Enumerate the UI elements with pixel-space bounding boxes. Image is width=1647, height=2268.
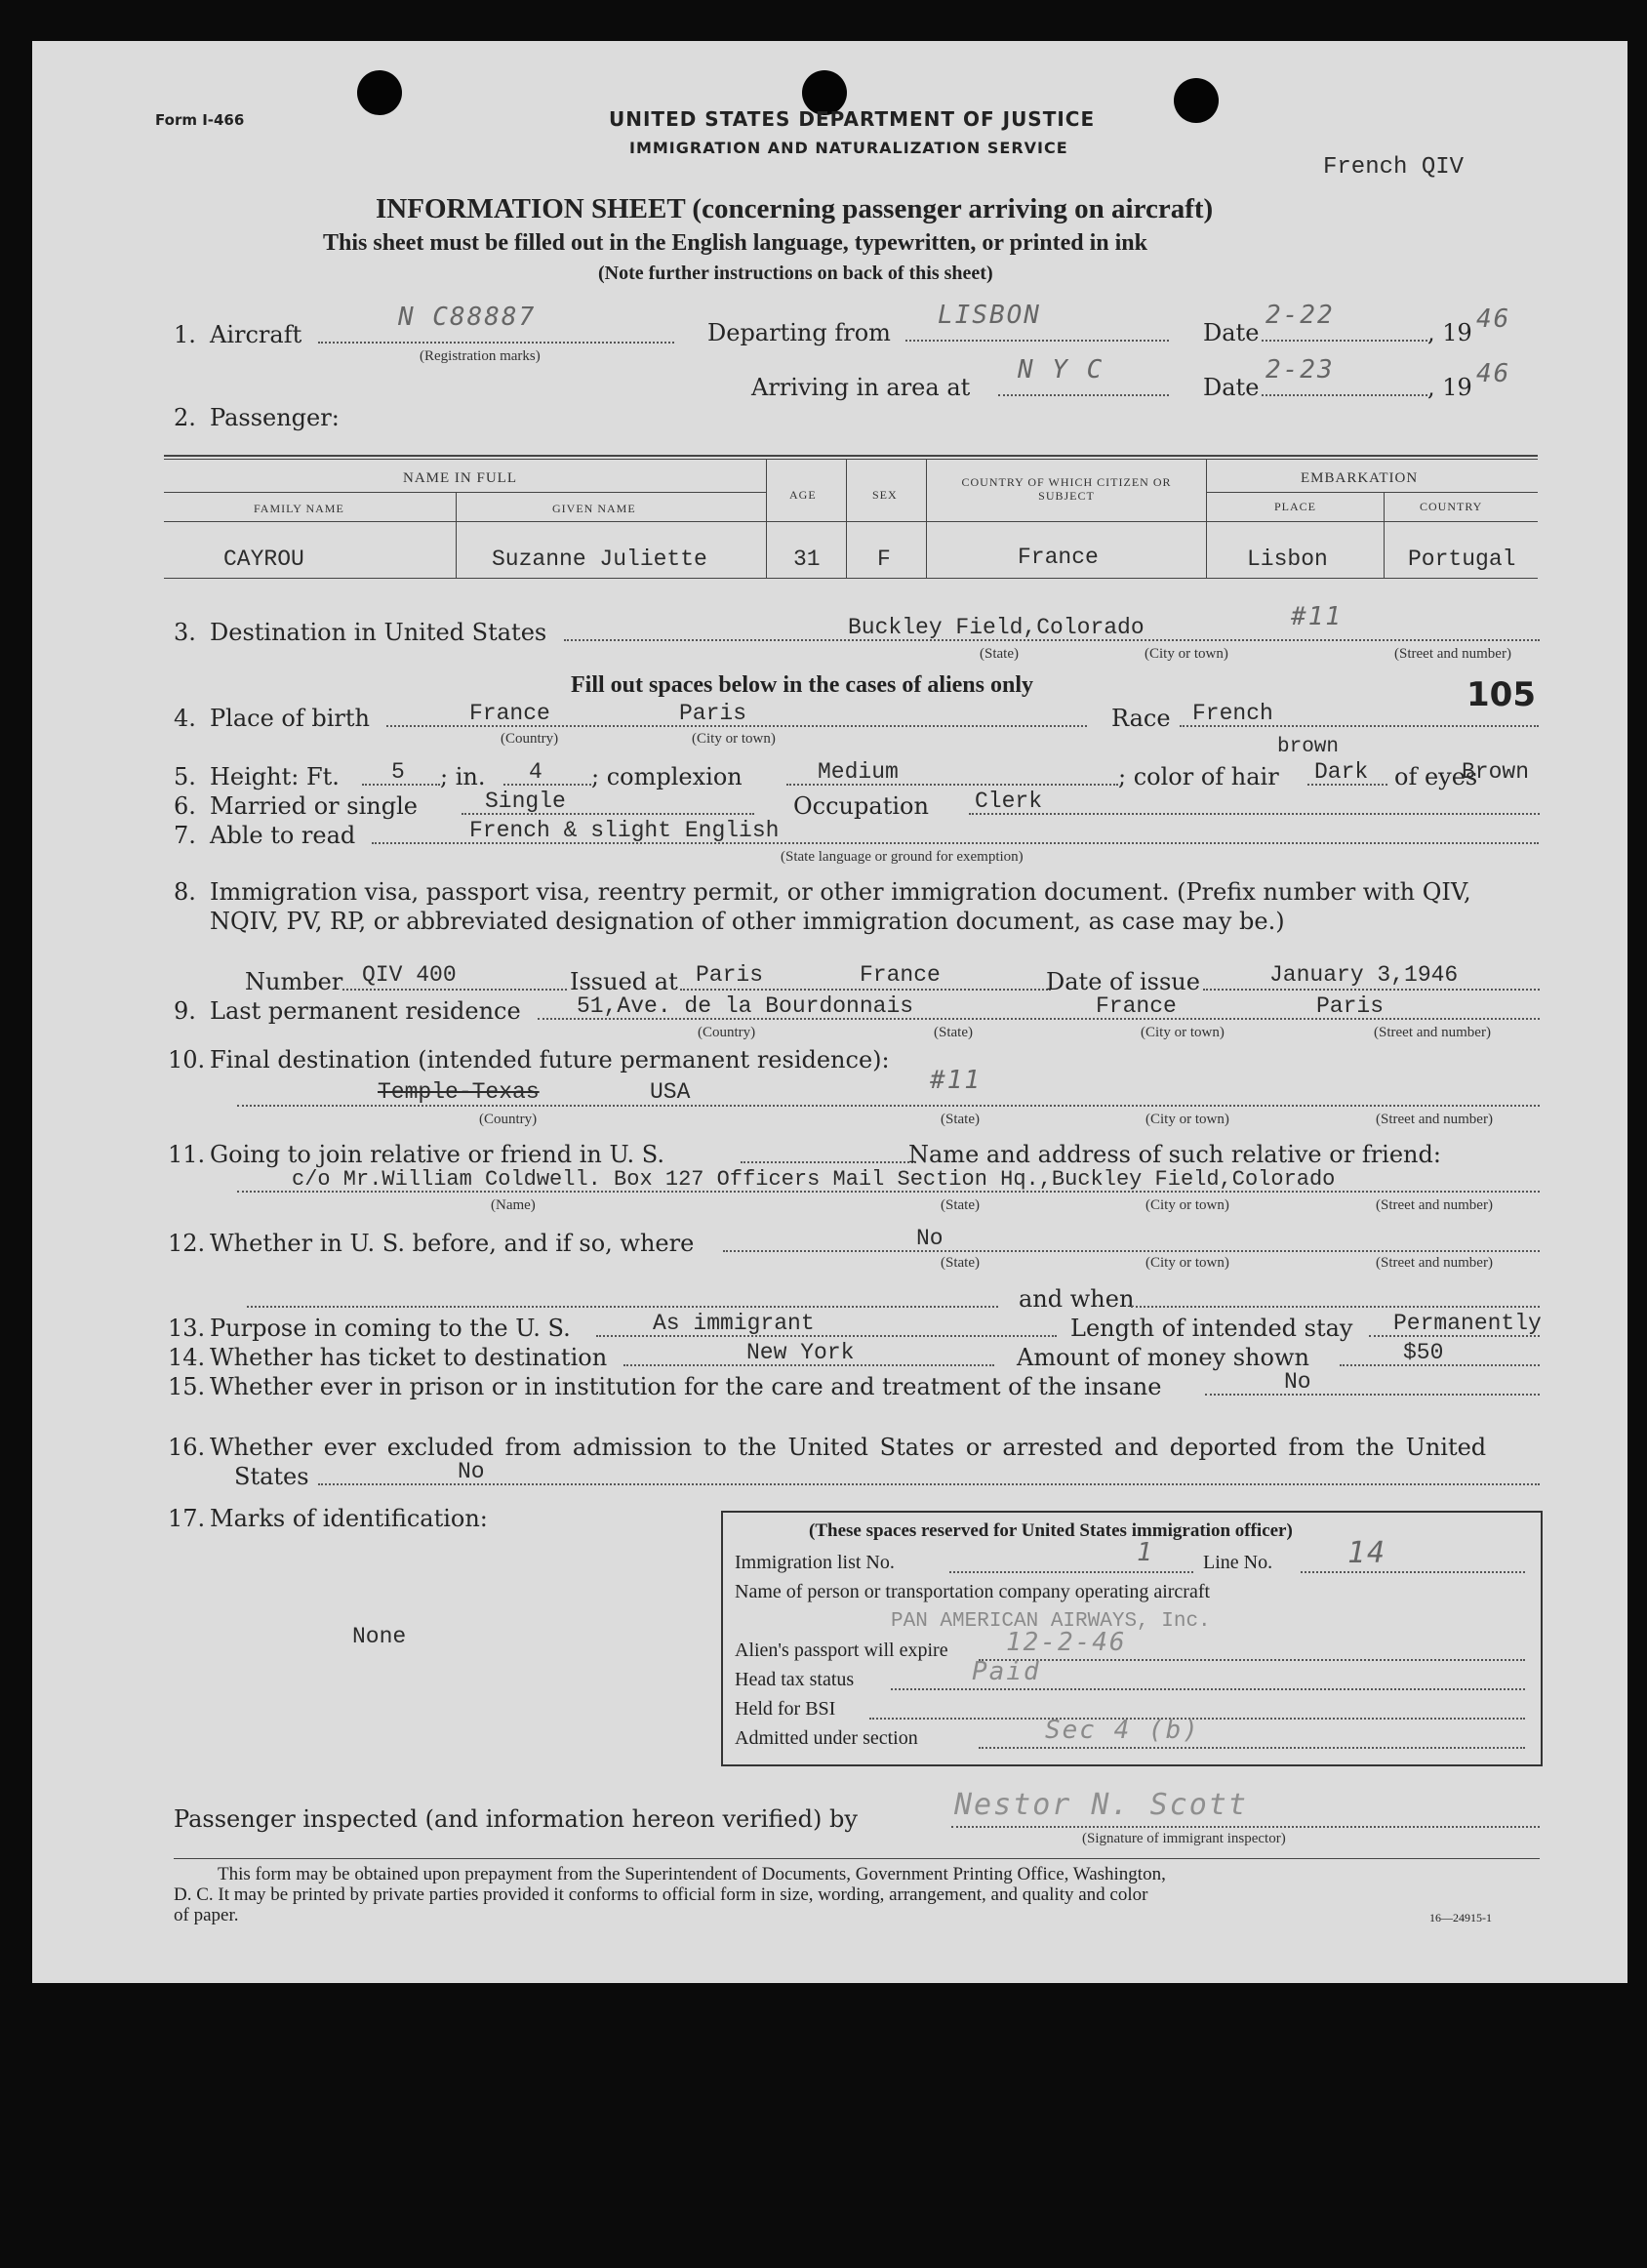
aircraft-label: Aircraft bbox=[210, 321, 302, 348]
marital-label: Married or single bbox=[210, 792, 418, 820]
sex-header: SEX bbox=[872, 488, 898, 502]
birthplace-label: Place of birth bbox=[210, 705, 370, 732]
head-tax-value: Paid bbox=[972, 1657, 1041, 1686]
visa-instruction-line2: NQIV, PV, RP, or abbreviated designation of other immigration document, as case may be.) bbox=[210, 908, 1285, 935]
residence-street-value: 51,Ave. de la Bourdonnais bbox=[577, 993, 914, 1019]
occupation-value: Clerk bbox=[975, 789, 1043, 814]
previous-street-sublabel: (Street and number) bbox=[1376, 1255, 1493, 1271]
q6-number: 6. bbox=[174, 792, 196, 820]
year2-prefix: , 19 bbox=[1427, 374, 1472, 401]
date2-value: 2-23 bbox=[1265, 355, 1335, 385]
birth-country-sublabel: (Country) bbox=[501, 731, 559, 747]
visa-number-value: QIV 400 bbox=[362, 962, 457, 988]
given-name-header: GIVEN NAME bbox=[552, 502, 636, 515]
marks-label: Marks of identification: bbox=[210, 1505, 488, 1532]
relative-city-sublabel: (City or town) bbox=[1145, 1197, 1229, 1213]
passport-expire-label: Alien's passport will expire bbox=[735, 1640, 948, 1661]
height-inches-value: 4 bbox=[529, 759, 542, 785]
reading-sublabel: (State language or ground for exemption) bbox=[781, 849, 1024, 865]
hair-value: Dark bbox=[1314, 759, 1369, 785]
signature-sublabel: (Signature of immigrant inspector) bbox=[1082, 1831, 1286, 1846]
q13-number: 13. bbox=[168, 1315, 206, 1342]
company-label: Name of person or transportation company operating aircraft bbox=[735, 1581, 1211, 1602]
issued-city-value: Paris bbox=[696, 962, 764, 988]
final-destination-label: Final destination (intended future permanent residence): bbox=[210, 1046, 890, 1073]
punch-hole bbox=[357, 70, 402, 115]
marks-value: None bbox=[352, 1624, 407, 1649]
previous-state-sublabel: (State) bbox=[941, 1255, 980, 1271]
prison-value: No bbox=[1284, 1369, 1311, 1395]
q2-number: 2. bbox=[174, 404, 196, 431]
purpose-label: Purpose in coming to the U. S. bbox=[210, 1315, 571, 1342]
year1-value: 46 bbox=[1476, 304, 1511, 334]
admitted-section-label: Admitted under section bbox=[735, 1727, 918, 1749]
hair-note: brown bbox=[1277, 736, 1340, 758]
admitted-section-value: Sec 4 (b) bbox=[1045, 1716, 1200, 1745]
marital-value: Single bbox=[485, 789, 566, 814]
family-name-header: FAMILY NAME bbox=[254, 502, 344, 515]
issue-date-value: January 3,1946 bbox=[1269, 962, 1459, 988]
year2-value: 46 bbox=[1476, 359, 1511, 388]
join-relative-label: Going to join relative or friend in U. S. bbox=[210, 1141, 664, 1168]
birth-city-sublabel: (City or town) bbox=[692, 731, 776, 747]
q17-number: 17. bbox=[168, 1505, 206, 1532]
excluded-label-line2: States bbox=[234, 1463, 309, 1490]
departing-label: Departing from bbox=[707, 319, 891, 346]
destination-street-sublabel: (Street and number) bbox=[1394, 646, 1511, 662]
q15-number: 15. bbox=[168, 1373, 206, 1400]
embarkation-header: EMBARKATION bbox=[1301, 470, 1419, 486]
footer-line3: of paper. bbox=[174, 1905, 239, 1925]
issue-date-label: Date of issue bbox=[1046, 968, 1200, 995]
residence-country-sublabel: (Country) bbox=[698, 1025, 756, 1040]
citizen-country-header: COUNTRY OF WHICH CITIZEN OR SUBJECT bbox=[961, 475, 1172, 503]
relative-state-sublabel: (State) bbox=[941, 1197, 980, 1213]
relative-street-sublabel: (Street and number) bbox=[1376, 1197, 1493, 1213]
inspection-label: Passenger inspected (and information hereon verified) by bbox=[174, 1805, 858, 1833]
money-label: Amount of money shown bbox=[1017, 1344, 1309, 1371]
immigration-list-value: 1 bbox=[1137, 1538, 1154, 1567]
q12-number: 12. bbox=[168, 1230, 206, 1257]
department-name: UNITED STATES DEPARTMENT OF JUSTICE bbox=[609, 107, 1096, 131]
q5-number: 5. bbox=[174, 763, 196, 790]
aliens-header: Fill out spaces below in the cases of aliens only bbox=[571, 672, 1034, 698]
height-feet-value: 5 bbox=[391, 759, 405, 785]
citizen-value: France bbox=[1018, 545, 1099, 570]
form-note: (Note further instructions on back of this sheet) bbox=[598, 263, 993, 284]
final-city-sublabel: (City or town) bbox=[1145, 1112, 1229, 1127]
hair-label: ; color of hair bbox=[1118, 763, 1279, 790]
age-header: AGE bbox=[789, 488, 817, 502]
previous-city-sublabel: (City or town) bbox=[1145, 1255, 1229, 1271]
stay-value: Permanently bbox=[1393, 1311, 1542, 1336]
destination-note: #11 bbox=[1291, 602, 1343, 631]
q4-number: 4. bbox=[174, 705, 196, 732]
residence-label: Last permanent residence bbox=[210, 997, 521, 1025]
eyes-label: of eyes bbox=[1394, 763, 1478, 790]
given-name-value: Suzanne Juliette bbox=[492, 547, 707, 572]
embark-country-header: COUNTRY bbox=[1420, 500, 1483, 513]
form-code: 16—24915-1 bbox=[1429, 1911, 1492, 1924]
residence-country-value: France bbox=[1096, 993, 1177, 1019]
previous-visit-value: No bbox=[916, 1226, 944, 1251]
date1-label: Date bbox=[1203, 319, 1260, 346]
eyes-value: Brown bbox=[1462, 759, 1530, 785]
immigration-list-label: Immigration list No. bbox=[735, 1552, 895, 1573]
q14-number: 14. bbox=[168, 1344, 206, 1371]
residence-state-sublabel: (State) bbox=[934, 1025, 973, 1040]
issued-country-value: France bbox=[860, 962, 941, 988]
aircraft-sublabel: (Registration marks) bbox=[420, 348, 541, 364]
stay-label: Length of intended stay bbox=[1070, 1315, 1353, 1342]
destination-state-sublabel: (State) bbox=[980, 646, 1019, 662]
family-name-value: CAYROU bbox=[223, 547, 304, 572]
relative-value: c/o Mr.William Coldwell. Box 127 Officers Mail Section Hq.,Buckley Field,Colorado bbox=[292, 1167, 1336, 1192]
final-destination-value2: USA bbox=[650, 1079, 691, 1105]
reading-label: Able to read bbox=[210, 822, 356, 849]
place-header: PLACE bbox=[1274, 500, 1317, 513]
date1-value: 2-22 bbox=[1265, 301, 1335, 330]
q16-number: 16. bbox=[168, 1434, 206, 1461]
final-destination-value1: Temple-Texas bbox=[378, 1079, 540, 1105]
inches-label: ; in. bbox=[440, 763, 486, 790]
q7-number: 7. bbox=[174, 822, 196, 849]
issued-at-label: Issued at bbox=[570, 968, 678, 995]
name-in-full-header: NAME IN FULL bbox=[403, 470, 517, 486]
arriving-label: Arriving in area at bbox=[751, 374, 971, 401]
final-country-sublabel: (Country) bbox=[479, 1112, 538, 1127]
sex-value: F bbox=[877, 547, 891, 572]
race-label: Race bbox=[1111, 705, 1171, 732]
departing-value: LISBON bbox=[938, 301, 1041, 330]
passport-expire-value: 12-2-46 bbox=[1006, 1628, 1127, 1657]
q9-number: 9. bbox=[174, 997, 196, 1025]
complexion-value: Medium bbox=[818, 759, 899, 785]
footer-line2: D. C. It may be printed by private parties provided it conforms to official form in size, wording, arrangement, and quality and color bbox=[174, 1884, 1148, 1905]
final-destination-note: #11 bbox=[930, 1066, 982, 1095]
footer-line1: This form may be obtained upon prepayment from the Superintendent of Documents, Government Printing Office, Washington, bbox=[218, 1864, 1166, 1884]
complexion-label: ; complexion bbox=[591, 763, 743, 790]
occupation-label: Occupation bbox=[793, 792, 929, 820]
officer-box-header: (These spaces reserved for United States immigration officer) bbox=[809, 1520, 1293, 1541]
q11-number: 11. bbox=[168, 1141, 206, 1168]
line-number-label: Line No. bbox=[1203, 1552, 1273, 1573]
company-value: PAN AMERICAN AIRWAYS, Inc. bbox=[891, 1610, 1211, 1633]
relative-name-sublabel: (Name) bbox=[491, 1197, 536, 1213]
visa-instruction-line1: Immigration visa, passport visa, reentry permit, or other immigration document. (Prefix number with QIV, bbox=[210, 878, 1471, 906]
q10-number: 10. bbox=[168, 1046, 206, 1073]
reading-value: French & slight English bbox=[469, 818, 780, 843]
arriving-value: N Y C bbox=[1018, 355, 1105, 385]
excluded-value: No bbox=[458, 1459, 485, 1484]
prison-label: Whether ever in prison or in institution for the care and treatment of the insane bbox=[210, 1373, 1162, 1400]
birth-city-value: Paris bbox=[679, 701, 747, 726]
stamped-number: 105 bbox=[1466, 675, 1536, 714]
inspector-signature: Nestor N. Scott bbox=[954, 1788, 1248, 1822]
residence-street-sublabel: (Street and number) bbox=[1374, 1025, 1491, 1040]
embark-country-value: Portugal bbox=[1408, 547, 1516, 572]
and-when-label: and when bbox=[1019, 1285, 1135, 1313]
q8-number: 8. bbox=[174, 878, 196, 906]
service-name: IMMIGRATION AND NATURALIZATION SERVICE bbox=[629, 139, 1068, 157]
purpose-value: As immigrant bbox=[653, 1311, 815, 1336]
officer-box bbox=[721, 1511, 1543, 1766]
destination-value: Buckley Field,Colorado bbox=[848, 615, 1145, 640]
race-value: French bbox=[1192, 701, 1273, 726]
birth-country-value: France bbox=[469, 701, 550, 726]
year1-prefix: , 19 bbox=[1427, 319, 1472, 346]
final-street-sublabel: (Street and number) bbox=[1376, 1112, 1493, 1127]
punch-hole bbox=[1174, 78, 1219, 123]
visa-number-label: Number bbox=[245, 968, 343, 995]
head-tax-label: Head tax status bbox=[735, 1669, 855, 1690]
destination-label: Destination in United States bbox=[210, 619, 547, 646]
embark-place-value: Lisbon bbox=[1247, 547, 1328, 572]
residence-city-sublabel: (City or town) bbox=[1141, 1025, 1225, 1040]
ticket-value: New York bbox=[746, 1340, 855, 1365]
date2-label: Date bbox=[1203, 374, 1260, 401]
line-number-value: 14 bbox=[1347, 1536, 1387, 1570]
q1-number: 1. bbox=[174, 321, 196, 348]
height-label: Height: Ft. bbox=[210, 763, 340, 790]
aircraft-value: N C88887 bbox=[398, 303, 537, 332]
residence-city-value: Paris bbox=[1316, 993, 1385, 1019]
passenger-label: Passenger: bbox=[210, 404, 340, 431]
document-sheet bbox=[32, 41, 1627, 1983]
destination-city-sublabel: (City or town) bbox=[1145, 646, 1228, 662]
money-value: $50 bbox=[1403, 1340, 1444, 1365]
bsi-label: Held for BSI bbox=[735, 1698, 836, 1720]
q3-number: 3. bbox=[174, 619, 196, 646]
form-number: Form I-466 bbox=[155, 111, 245, 129]
relative-name-address-label: Name and address of such relative or friend: bbox=[908, 1141, 1441, 1168]
ticket-label: Whether has ticket to destination bbox=[210, 1344, 608, 1371]
form-title: INFORMATION SHEET (concerning passenger arriving on aircraft) bbox=[376, 193, 1214, 224]
corner-note: French QIV bbox=[1323, 154, 1465, 181]
final-state-sublabel: (State) bbox=[941, 1112, 980, 1127]
excluded-label-line1: Whether ever excluded from admission to the United States or arrested and deported from the United bbox=[210, 1434, 1487, 1461]
form-instruction: This sheet must be filled out in the English language, typewritten, or printed in ink bbox=[323, 230, 1147, 256]
age-value: 31 bbox=[793, 547, 821, 572]
previous-visit-label: Whether in U. S. before, and if so, where bbox=[210, 1230, 695, 1257]
